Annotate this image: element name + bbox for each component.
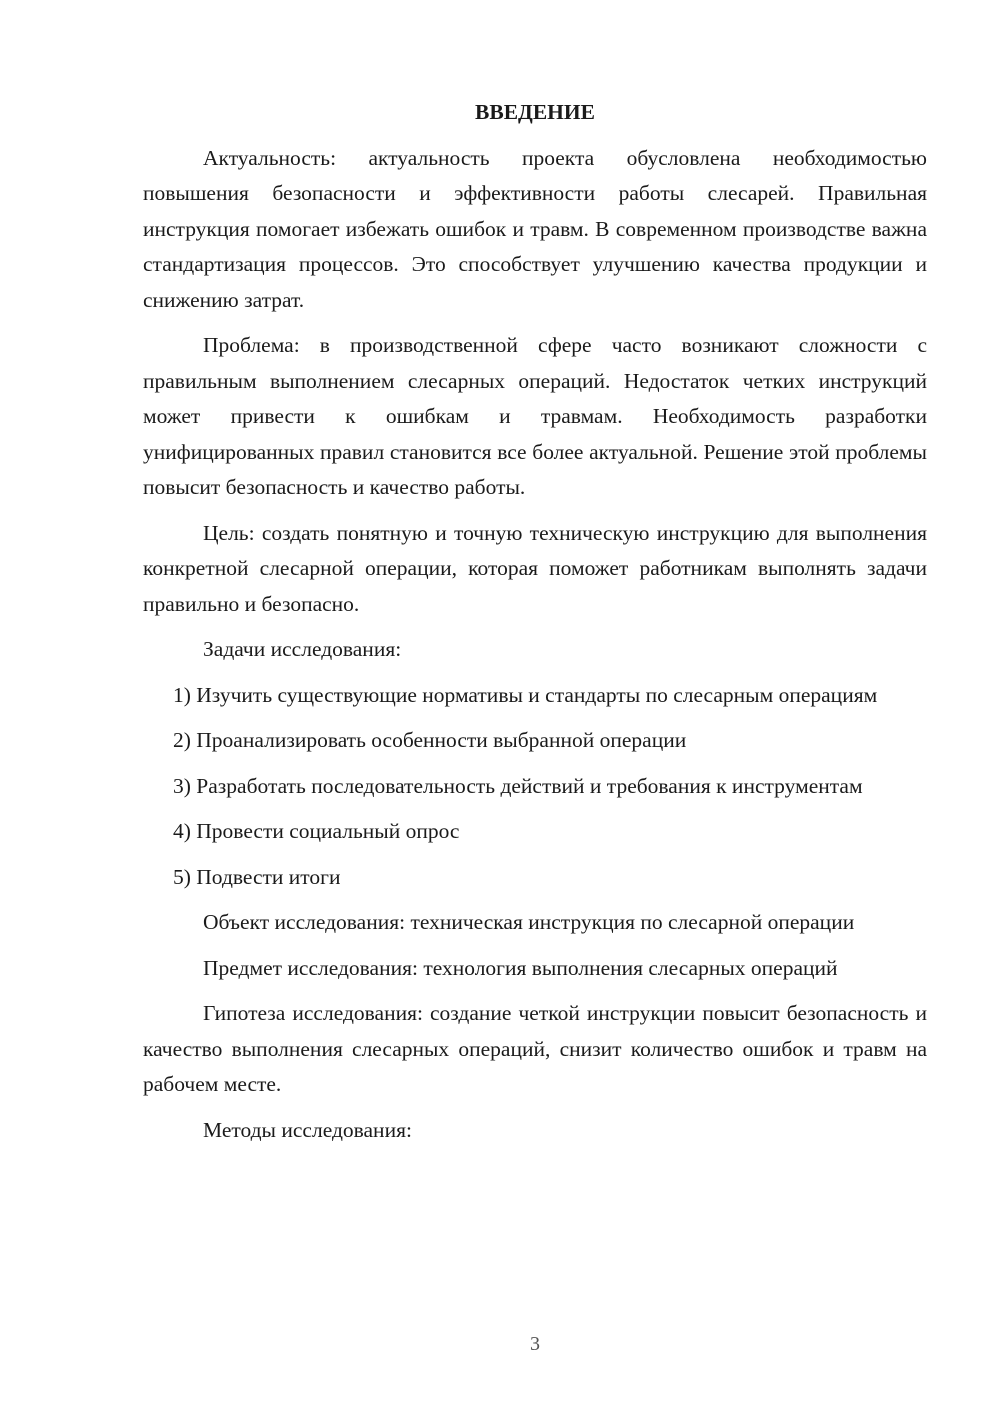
task-item-1: 1) Изучить существующие нормативы и стандарты по слесарным операциям xyxy=(173,682,878,707)
page-title: ВВЕДЕНИЕ xyxy=(475,100,595,124)
task-item-5: 5) Подвести итоги xyxy=(173,864,341,889)
methods-heading: Методы исследования: xyxy=(203,1117,412,1142)
document-page xyxy=(143,95,927,1158)
task-item-3: 3) Разработать последовательность действий и требования к инструментам xyxy=(173,773,863,798)
relevance-paragraph: Актуальность: актуальность проекта обусловлена необходимостью повышения безопасности и эффективности работы слесарей. Правильная инструкция помогает избежать ошибок и травм. В современном производстве важна стандартизация процессов. Это способствует улучшению качества продукции и снижению затрат. xyxy=(143,145,927,312)
tasks-heading: Задачи исследования: xyxy=(203,637,402,661)
object-paragraph: Объект исследования: техническая инструкция по слесарной операции xyxy=(203,910,855,934)
task-item-2: 2) Проанализировать особенности выбранной операции xyxy=(173,728,687,752)
hypothesis-paragraph: Гипотеза исследования: создание четкой инструкции повысит безопасность и качество выполнения слесарных операций, снизит количество ошибок и травм на рабочем месте. xyxy=(143,1001,927,1096)
problem-paragraph: Проблема: в производственной сфере часто возникают сложности с правильным выполнением слесарных операций. Недостаток четких инструкций может привести к ошибкам и травмам. Необходимость разработки унифицированных правил становится все более актуальной. Решение этой проблемы повысит безопасность и качество работы. xyxy=(143,333,927,499)
page-number: 3 xyxy=(530,1333,540,1355)
subject-paragraph: Предмет исследования: технология выполнения слесарных операций xyxy=(203,955,838,980)
goal-paragraph: Цель: создать понятную и точную техническую инструкцию для выполнения конкретной слесарной операции, которая поможет работникам выполнять задачи правильно и безопасно. xyxy=(143,520,927,616)
task-item-4: 4) Провести социальный опрос xyxy=(173,819,460,843)
